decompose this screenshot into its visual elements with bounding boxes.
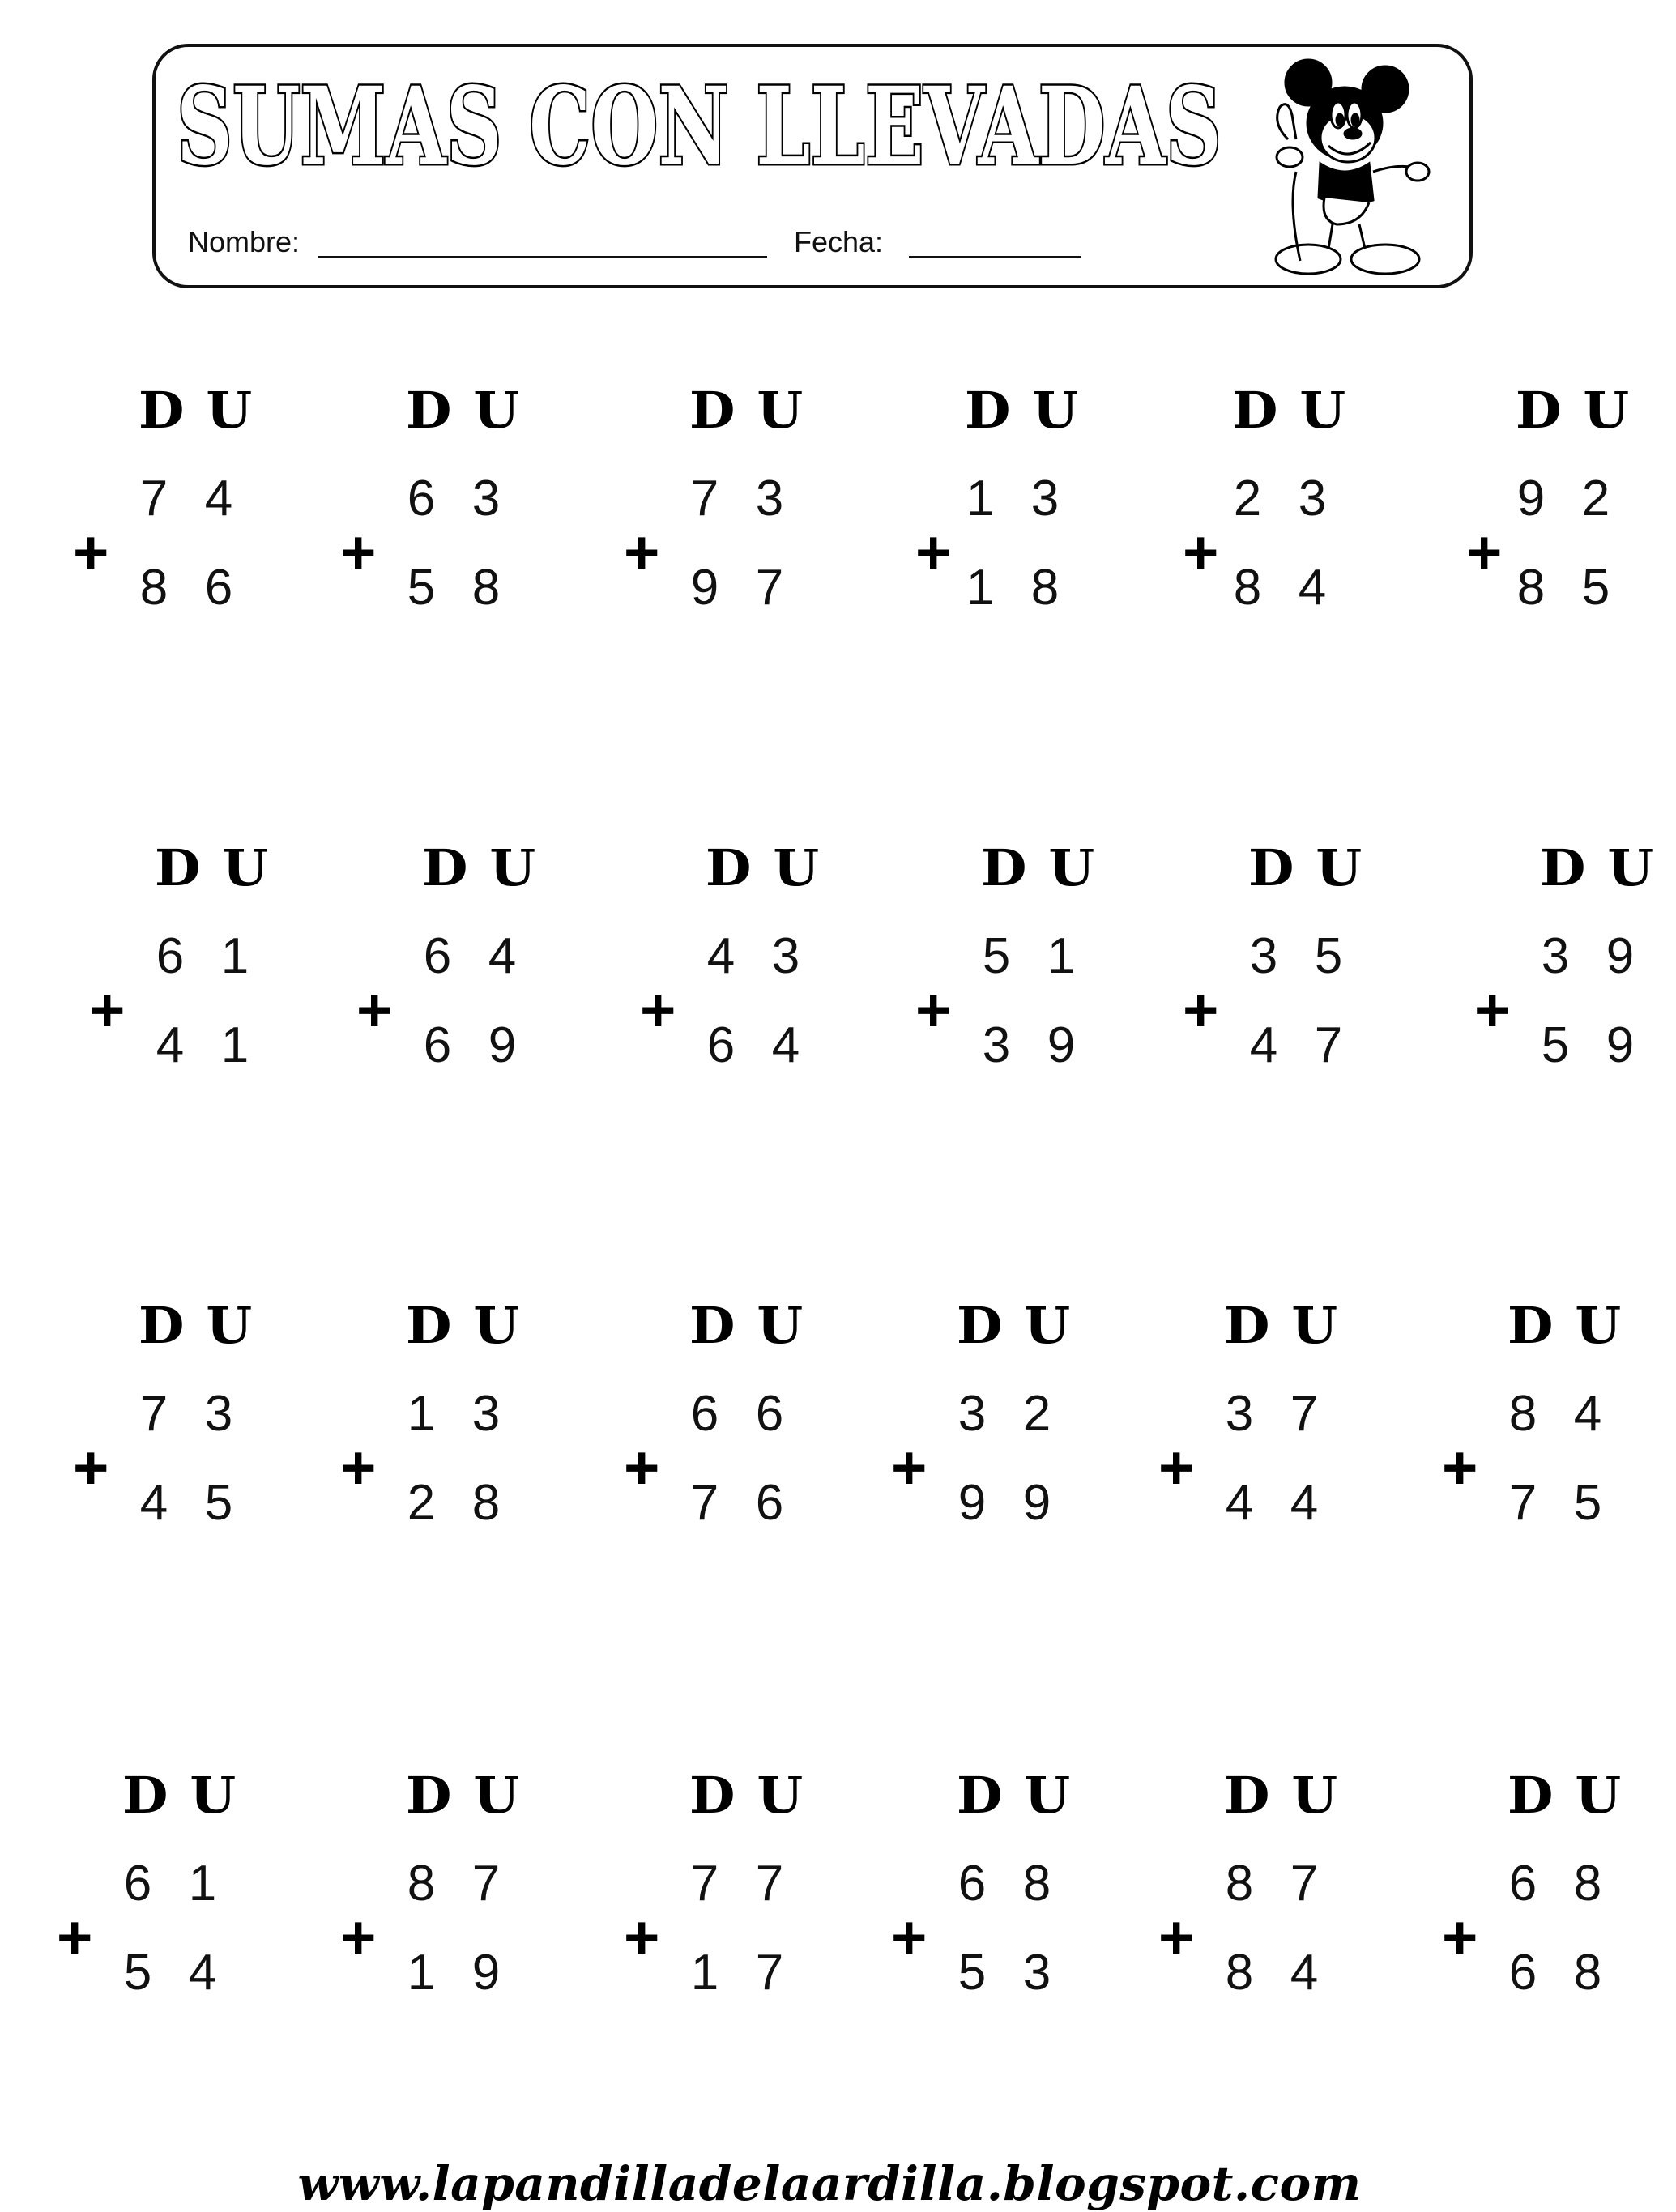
plus-sign: + xyxy=(340,1434,377,1502)
addend-bottom xyxy=(1219,1944,1349,2001)
addend-bottom xyxy=(1503,1944,1632,2001)
units-digit: 1 xyxy=(1047,928,1076,984)
units-digit: 3 xyxy=(204,1386,233,1442)
units-digit: 8 xyxy=(1573,1856,1602,1912)
tens-digit: 1 xyxy=(690,1945,719,2001)
plus-sign: + xyxy=(891,1903,928,1972)
plus-sign: + xyxy=(1442,1434,1478,1502)
tens-digit: 6 xyxy=(423,928,452,984)
addend-top xyxy=(1219,1855,1349,1912)
units-digit: 1 xyxy=(220,928,249,984)
addition-exercise xyxy=(1158,1296,1340,1531)
place-value-header: D U xyxy=(957,1766,1073,1825)
tens-digit: 9 xyxy=(957,1475,987,1531)
addend-top xyxy=(1227,470,1357,526)
addend-bottom xyxy=(1243,1016,1373,1073)
plus-sign: + xyxy=(624,518,660,587)
addition-exercise xyxy=(915,838,1097,1073)
units-digit: 2 xyxy=(1022,1386,1051,1442)
addition-exercise xyxy=(73,1296,254,1531)
plus-sign: + xyxy=(1442,1903,1478,1972)
place-value-header: D U xyxy=(406,1296,522,1355)
addend-bottom xyxy=(952,1474,1081,1531)
addend-bottom xyxy=(684,1474,814,1531)
tens-digit: 4 xyxy=(706,928,736,984)
place-value-header: D U xyxy=(689,1766,805,1825)
place-value-header: D U xyxy=(1248,838,1364,897)
tens-digit: 6 xyxy=(690,1386,719,1442)
addend-top xyxy=(960,470,1090,526)
addend-top xyxy=(1243,927,1373,984)
addend-top xyxy=(150,927,279,984)
plus-sign: + xyxy=(624,1903,660,1972)
addition-exercise xyxy=(340,1766,522,2001)
date-label: Fecha: xyxy=(794,225,884,258)
units-digit: 6 xyxy=(755,1386,784,1442)
place-value-header: D U xyxy=(139,381,254,440)
addend-bottom xyxy=(1503,1474,1632,1531)
tens-digit: 9 xyxy=(690,560,719,616)
worksheet-title xyxy=(177,64,1230,190)
addend-top xyxy=(1219,1385,1349,1442)
units-digit: 4 xyxy=(1290,1945,1319,2001)
units-digit: 7 xyxy=(755,560,784,616)
tens-digit: 3 xyxy=(957,1386,987,1442)
units-digit: 3 xyxy=(1022,1945,1051,2001)
addend-bottom xyxy=(417,1016,547,1073)
addend-bottom xyxy=(960,559,1090,616)
tens-digit: 6 xyxy=(156,928,185,984)
plus-sign: + xyxy=(1183,518,1219,587)
addend-top xyxy=(701,927,830,984)
tens-digit: 1 xyxy=(407,1945,436,2001)
addition-exercise xyxy=(57,1766,238,2001)
units-digit: 5 xyxy=(1573,1475,1602,1531)
units-digit: 1 xyxy=(220,1017,249,1073)
units-digit: 8 xyxy=(471,560,501,616)
addend-bottom xyxy=(401,1944,531,2001)
worksheet-title-text: SUMAS CON LLEVADAS xyxy=(177,64,1222,190)
addend-bottom xyxy=(401,559,531,616)
units-digit: 6 xyxy=(755,1475,784,1531)
tens-digit: 5 xyxy=(982,928,1011,984)
units-digit: 1 xyxy=(188,1856,217,1912)
addend-bottom xyxy=(976,1016,1106,1073)
addition-exercise xyxy=(624,381,805,616)
tens-digit: 2 xyxy=(1233,471,1262,526)
addition-exercise xyxy=(356,838,538,1073)
units-digit: 8 xyxy=(1022,1856,1051,1912)
tens-digit: 4 xyxy=(139,1475,168,1531)
addend-top xyxy=(1503,1385,1632,1442)
plus-sign: + xyxy=(1474,976,1511,1045)
units-digit: 4 xyxy=(1573,1386,1602,1442)
units-digit: 9 xyxy=(471,1945,501,2001)
tens-digit: 1 xyxy=(407,1386,436,1442)
addend-bottom xyxy=(701,1016,830,1073)
place-value-header: D U xyxy=(139,1296,254,1355)
units-digit: 2 xyxy=(1581,471,1610,526)
tens-digit: 7 xyxy=(139,471,168,526)
tens-digit: 3 xyxy=(982,1017,1011,1073)
units-digit: 7 xyxy=(1290,1386,1319,1442)
plus-sign: + xyxy=(1158,1903,1195,1972)
units-digit: 7 xyxy=(755,1856,784,1912)
addend-bottom xyxy=(117,1944,247,2001)
place-value-header: D U xyxy=(422,838,538,897)
plus-sign: + xyxy=(356,976,393,1045)
units-digit: 3 xyxy=(755,471,784,526)
tens-digit: 5 xyxy=(407,560,436,616)
tens-digit: 7 xyxy=(690,1475,719,1531)
units-digit: 4 xyxy=(488,928,517,984)
addend-top xyxy=(684,1385,814,1442)
addition-exercise xyxy=(891,1766,1073,2001)
date-field[interactable] xyxy=(909,256,1081,258)
cartoon-mouse-icon xyxy=(1264,58,1434,281)
addend-bottom xyxy=(1511,559,1640,616)
plus-sign: + xyxy=(640,976,676,1045)
tens-digit: 4 xyxy=(1225,1475,1254,1531)
units-digit: 7 xyxy=(755,1945,784,2001)
tens-digit: 6 xyxy=(123,1856,152,1912)
addend-top xyxy=(952,1385,1081,1442)
units-digit: 9 xyxy=(1047,1017,1076,1073)
addition-exercise xyxy=(624,1766,805,2001)
addend-top xyxy=(134,1385,263,1442)
place-value-header: D U xyxy=(1540,838,1656,897)
plus-sign: + xyxy=(340,518,377,587)
plus-sign: + xyxy=(915,518,952,587)
addend-top xyxy=(401,1385,531,1442)
place-value-header: D U xyxy=(155,838,271,897)
place-value-header: D U xyxy=(981,838,1097,897)
tens-digit: 5 xyxy=(123,1945,152,2001)
addition-exercise xyxy=(340,381,522,616)
addition-exercise xyxy=(891,1296,1073,1531)
addition-exercise xyxy=(1166,381,1348,616)
tens-digit: 7 xyxy=(1508,1475,1537,1531)
addend-top xyxy=(401,1855,531,1912)
addend-bottom xyxy=(401,1474,531,1531)
plus-sign: + xyxy=(1466,518,1503,587)
addition-exercise xyxy=(340,1296,522,1531)
units-digit: 5 xyxy=(1314,928,1343,984)
tens-digit: 8 xyxy=(407,1856,436,1912)
addend-bottom xyxy=(1535,1016,1665,1073)
tens-digit: 7 xyxy=(690,1856,719,1912)
addend-bottom xyxy=(684,1944,814,2001)
units-digit: 4 xyxy=(1290,1475,1319,1531)
plus-sign: + xyxy=(891,1434,928,1502)
place-value-header: D U xyxy=(1232,381,1348,440)
tens-digit: 3 xyxy=(1225,1386,1254,1442)
tens-digit: 5 xyxy=(1541,1017,1570,1073)
plus-sign: + xyxy=(73,518,109,587)
tens-digit: 1 xyxy=(966,560,995,616)
units-digit: 8 xyxy=(1030,560,1060,616)
addition-exercise xyxy=(899,381,1081,616)
units-digit: 7 xyxy=(1314,1017,1343,1073)
units-digit: 4 xyxy=(771,1017,800,1073)
tens-digit: 3 xyxy=(1541,928,1570,984)
tens-digit: 8 xyxy=(1233,560,1262,616)
addend-top xyxy=(417,927,547,984)
plus-sign: + xyxy=(1183,976,1219,1045)
place-value-header: D U xyxy=(1508,1296,1623,1355)
units-digit: 5 xyxy=(204,1475,233,1531)
addition-exercise xyxy=(640,838,821,1073)
units-digit: 7 xyxy=(471,1856,501,1912)
place-value-header: D U xyxy=(1508,1766,1623,1825)
place-value-header: D U xyxy=(1516,381,1631,440)
place-value-header: D U xyxy=(122,1766,238,1825)
addend-top xyxy=(1535,927,1665,984)
addend-top xyxy=(1503,1855,1632,1912)
addend-top xyxy=(1511,470,1640,526)
place-value-header: D U xyxy=(406,1766,522,1825)
tens-digit: 6 xyxy=(957,1856,987,1912)
units-digit: 3 xyxy=(1030,471,1060,526)
units-digit: 3 xyxy=(471,1386,501,1442)
units-digit: 8 xyxy=(471,1475,501,1531)
addition-exercise xyxy=(1442,1766,1623,2001)
units-digit: 4 xyxy=(204,471,233,526)
place-value-header: D U xyxy=(406,381,522,440)
units-digit: 9 xyxy=(1606,1017,1635,1073)
units-digit: 4 xyxy=(188,1945,217,2001)
units-digit: 7 xyxy=(1290,1856,1319,1912)
addend-bottom xyxy=(1227,559,1357,616)
tens-digit: 7 xyxy=(690,471,719,526)
tens-digit: 8 xyxy=(1508,1386,1537,1442)
place-value-header: D U xyxy=(706,838,821,897)
tens-digit: 6 xyxy=(1508,1945,1537,2001)
tens-digit: 4 xyxy=(1249,1017,1278,1073)
plus-sign: + xyxy=(340,1903,377,1972)
addend-top xyxy=(976,927,1106,984)
addend-bottom xyxy=(134,1474,263,1531)
units-digit: 9 xyxy=(1606,928,1635,984)
tens-digit: 8 xyxy=(1225,1856,1254,1912)
tens-digit: 8 xyxy=(1516,560,1546,616)
plus-sign: + xyxy=(89,976,126,1045)
addition-exercise xyxy=(73,381,254,616)
tens-digit: 6 xyxy=(1508,1856,1537,1912)
addition-exercise xyxy=(1442,1296,1623,1531)
tens-digit: 9 xyxy=(1516,471,1546,526)
tens-digit: 8 xyxy=(1225,1945,1254,2001)
units-digit: 3 xyxy=(471,471,501,526)
addend-top xyxy=(684,1855,814,1912)
addend-bottom xyxy=(952,1944,1081,2001)
tens-digit: 2 xyxy=(407,1475,436,1531)
tens-digit: 6 xyxy=(423,1017,452,1073)
tens-digit: 4 xyxy=(156,1017,185,1073)
footer-url: www.lapandilladelaardilla.blogspot.com xyxy=(297,2156,1362,2211)
place-value-header: D U xyxy=(1224,1296,1340,1355)
units-digit: 9 xyxy=(488,1017,517,1073)
units-digit: 9 xyxy=(1022,1475,1051,1531)
plus-sign: + xyxy=(73,1434,109,1502)
addition-exercise xyxy=(1158,1766,1340,2001)
addend-top xyxy=(134,470,263,526)
addition-exercise xyxy=(89,838,271,1073)
plus-sign: + xyxy=(57,1903,93,1972)
addend-top xyxy=(684,470,814,526)
plus-sign: + xyxy=(624,1434,660,1502)
tens-digit: 6 xyxy=(407,471,436,526)
units-digit: 4 xyxy=(1298,560,1327,616)
place-value-header: D U xyxy=(957,1296,1073,1355)
plus-sign: + xyxy=(1158,1434,1195,1502)
tens-digit: 8 xyxy=(139,560,168,616)
tens-digit: 6 xyxy=(706,1017,736,1073)
place-value-header: D U xyxy=(965,381,1081,440)
addend-bottom xyxy=(150,1016,279,1073)
addition-exercise xyxy=(624,1296,805,1531)
place-value-header: D U xyxy=(1224,1766,1340,1825)
units-digit: 5 xyxy=(1581,560,1610,616)
addition-exercise xyxy=(1474,838,1656,1073)
addend-bottom xyxy=(684,559,814,616)
units-digit: 8 xyxy=(1573,1945,1602,2001)
tens-digit: 5 xyxy=(957,1945,987,2001)
name-field[interactable] xyxy=(318,256,767,258)
addend-top xyxy=(401,470,531,526)
tens-digit: 3 xyxy=(1249,928,1278,984)
tens-digit: 1 xyxy=(966,471,995,526)
addition-exercise xyxy=(1450,381,1631,616)
tens-digit: 7 xyxy=(139,1386,168,1442)
place-value-header: D U xyxy=(689,381,805,440)
units-digit: 3 xyxy=(771,928,800,984)
addend-bottom xyxy=(1219,1474,1349,1531)
units-digit: 6 xyxy=(204,560,233,616)
addition-exercise xyxy=(1183,838,1364,1073)
addend-top xyxy=(117,1855,247,1912)
name-label: Nombre: xyxy=(188,225,301,258)
place-value-header: D U xyxy=(689,1296,805,1355)
addend-bottom xyxy=(134,559,263,616)
plus-sign: + xyxy=(915,976,952,1045)
units-digit: 3 xyxy=(1298,471,1327,526)
addend-top xyxy=(952,1855,1081,1912)
